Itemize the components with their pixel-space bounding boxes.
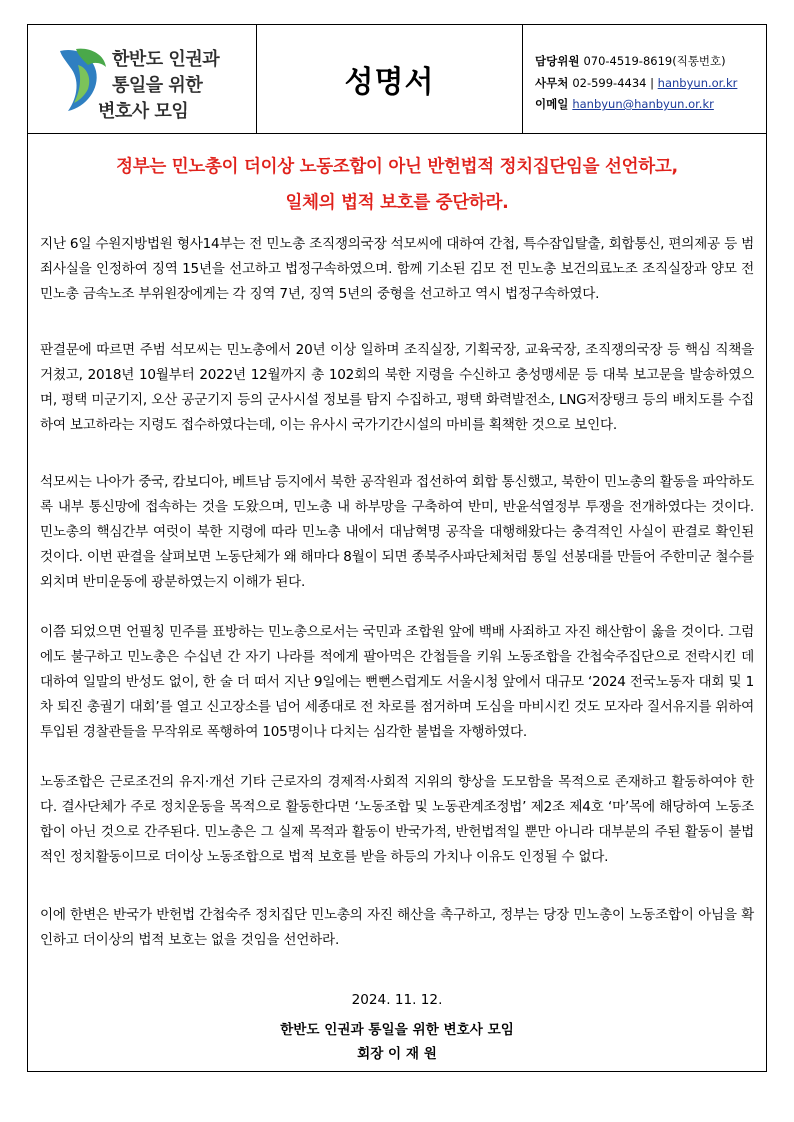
document-title-cell — [257, 25, 523, 133]
body-paragraph-5: 노동조합은 근로조건의 유지·개선 기타 근로자의 경제적·사회적 지위의 향상을 도모함을 목적으로 존재하고 활동하여야 한다. 결사단체가 주로 정치운동을 목적으로 활동한다면 ‘노동조합 및 노동관계조정법’ 제2조 제4호 ‘마’목에 해당하여 노동조합이 아닌 것으로 간주된다. 민노총은 그 실제 목적과 활동이 반국가적, 반헌법적일 뿐만 아니라 대부분의 주된 활동이 불법적인 정치활동이므로 더이상 노동조합으로 법적 보호를 받을 하등의 가치나 이유도 인정될 수 없다. — [40, 774, 754, 865]
contact-separator: | — [650, 76, 655, 90]
email-link[interactable]: hanbyun@hanbyun.or.kr — [572, 97, 714, 111]
body-paragraph-3: 석모씨는 나아가 중국, 캄보디아, 베트남 등지에서 북한 공작원과 접선하여 회합 통신했고, 북한이 민노총의 활동을 파악하도록 내부 통신망에 접속하는 것을 도왔으며, 민노총 내 하부망을 구축하여 반미, 반윤석열정부 투쟁을 전개하였다는 것이다. 민노총의 핵심간부 여럿이 북한 지령에 따라 민노총 내에서 대남혁명 공작을 대행해왔다는 충격적인 사실이 판결로 확인된 것이다. 이번 판결을 살펴보면 노동단체가 왜 해마다 8월이 되면 종북주사파단체처럼 통일 선봉대를 만들어 주한미군 철수를 외치며 반미운동에 광분하였는지 이해가 된다. — [40, 474, 754, 590]
body-paragraph-1: 지난 6일 수원지방법원 형사14부는 전 민노총 조직쟁의국장 석모씨에 대하여 간첩, 특수잠입탈출, 회합통신, 편의제공 등 범죄사실을 인정하여 징역 15년을 선고하고 법정구속하였으며. 함께 기소된 김모 전 민노총 보건의료노조 조직실장과 양모 전 민노총 금속노조 부위원장에게는 각 징역 7년, 징역 5년의 중형을 선고하고 역시 법정구속하였다. — [40, 236, 754, 302]
document-header — [28, 25, 766, 134]
signing-president: 회장 이 재 원 — [357, 1046, 437, 1062]
contact-person-phone: 070-4519-8619(직통번호) — [583, 54, 726, 68]
contact-info — [523, 25, 766, 133]
headline-line-2: 일체의 법적 보호를 중단하라. — [285, 193, 509, 213]
contact-person — [535, 53, 726, 69]
contact-office-label: 사무처 — [535, 76, 569, 90]
logo-text-line-1: 한반도 인권과 — [112, 49, 220, 70]
headline-line-1: 정부는 민노총이 더이상 노동조합이 아닌 반헌법적 정치집단임을 선언하고, — [116, 157, 678, 177]
contact-person-label: 담당위원 — [535, 54, 580, 68]
signing-organization: 한반도 인권과 통일을 위한 변호사 모임 — [280, 1022, 514, 1038]
body-paragraph-4: 이쯤 되었으면 언필칭 민주를 표방하는 민노총으로서는 국민과 조합원 앞에 백배 사죄하고 자진 해산함이 옳을 것이다. 그럼에도 불구하고 민노총은 수십년 간 자기 나라를 적에게 팔아먹은 간첩들을 키워 노동조합을 간첩숙주집단으로 전락시킨 데 대하여 일말의 반성도 없이, 한 술 더 떠서 지난 9일에는 뻔뻔스럽게도 서울시청 앞에서 대규모 ‘2024 전국노동자 대회 및 1차 퇴진 총궐기 대회’를 열고 신고장소를 넘어 세종대로 전 차로를 점거하며 도심을 마비시킨 것도 모자라 질서유지를 위하여 투입된 경찰관들을 무작위로 폭행하여 105명이나 다치는 심각한 불법을 자행하였다. — [40, 624, 754, 740]
logo-text-line-2: 통일을 위한 — [112, 75, 203, 96]
body-paragraph-6: 이에 한변은 반국가 반헌법 간첩숙주 정치집단 민노총의 자진 해산을 촉구하고, 정부는 당장 민노총이 노동조합이 아님을 확인하고 더이상의 법적 보호는 없을 것임을 선언하라. — [40, 907, 754, 948]
body-paragraph-2: 판결문에 따르면 주범 석모씨는 민노총에서 20년 이상 일하며 조직실장, 기획국장, 교육국장, 조직쟁의국장 등 핵심 직책을 거쳤고, 2018년 10월부터 2022년 12월까지 총 102회의 북한 지령을 수신하고 충성맹세문 등 대북 보고문을 발송하였으며, 평택 미군기지, 오산 공군기지 등의 군사시설 정보를 탐지 수집하고, 평택 화력발전소, LNG저장탱크 등의 배치도를 수집하여 보고하라는 지령도 접수하였다는데, 이는 유사시 국가기간시설의 마비를 획책한 것으로 보인다. — [40, 342, 754, 433]
contact-office-phone: 02-599-4434 — [572, 76, 647, 90]
document-frame — [27, 24, 767, 1072]
document-title: 성명서 — [344, 65, 435, 100]
contact-email-label: 이메일 — [535, 97, 569, 111]
contact-office — [535, 75, 737, 91]
statement-date: 2024. 11. 12. — [351, 992, 443, 1008]
contact-email — [535, 96, 714, 112]
website-link[interactable]: hanbyun.or.kr — [657, 76, 738, 90]
organization-logo — [28, 25, 257, 133]
logo-text-line-3: 변호사 모임 — [98, 101, 189, 122]
